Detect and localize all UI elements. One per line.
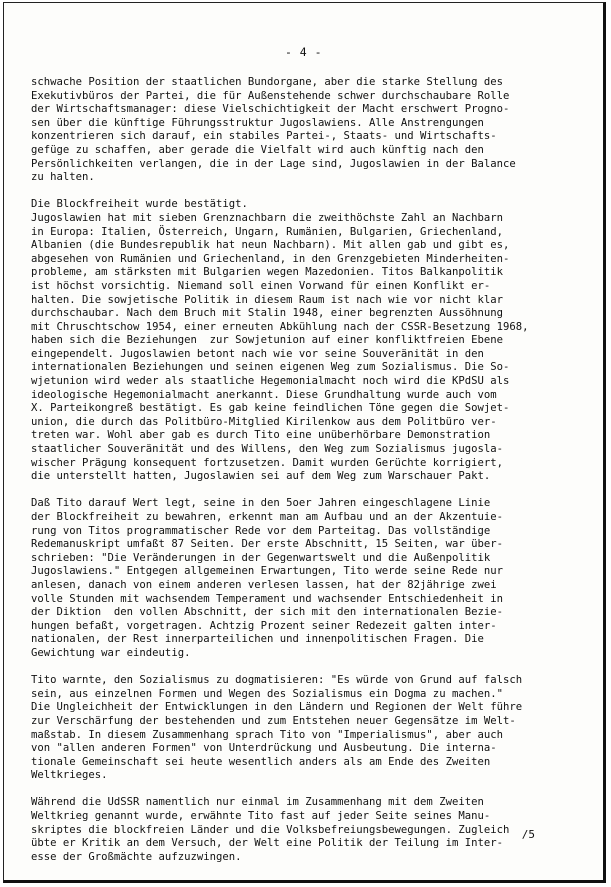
paragraph (31, 497, 591, 660)
text-line: übte er Kritik an dem Versuch, der Welt eine Politik der Teilung im Inter- (31, 837, 503, 850)
text-line: schwache Position der staatlichen Bundorgane, aber die starke Stellung des (31, 76, 503, 88)
text-line: Tito warnte, den Sozialismus zu dogmatisieren: "Es würde von Grund auf falsch (31, 674, 523, 687)
text-line: von "allen anderen Formen" von Unterdrückung und Ausbeutung. Die interna- (31, 742, 497, 755)
text-line: Während die UdSSR namentlich nur einmal im Zusammenhang mit dem Zweiten (31, 796, 484, 809)
text-line: X. Parteikongreß bestätigt. Es gab keine feindlichen Töne gegen die Sowjet- (31, 402, 510, 415)
text-line: probleme, am stärksten mit Bulgarien wegen Mazedonien. Titos Balkanpolitik (31, 266, 503, 279)
text-line: durchschaubar. Nach dem Bruch mit Stalin 1948, einer begrenzten Aussöhnung (31, 307, 503, 320)
paragraph (31, 796, 591, 864)
text-line: treten war. Wohl aber gab es durch Tito eine unüberhörbare Demonstration (31, 429, 491, 442)
text-line: Die Ungleichheit der Entwicklungen in den Ländern und Regionen der Welt führe (31, 701, 523, 714)
text-line: sen über die künftige Führungsstruktur Jugoslawiens. Alle Anstrengungen (31, 116, 484, 129)
text-line: Exekutivbüros der Partei, die für Außenstehende schwer durchschaubare Rolle (31, 89, 510, 102)
text-line: halten. Die sowjetische Politik in diesem Raum ist nach wie vor nicht klar (31, 293, 503, 306)
text-line: Daß Tito darauf Wert legt, seine in den 5oer Jahren eingeschlagene Linie (31, 497, 491, 510)
text-line: rung von Titos programmatischer Rede vor dem Parteitag. Das vollständige (31, 524, 491, 537)
text-line: Persönlichkeiten verlangen, die in der Lage sind, Jugoslawien in der Balance (31, 157, 516, 170)
text-line: volle Stunden mit wachsendem Temperament und wachsender Entschiedenheit in (31, 592, 503, 605)
paragraph (31, 198, 591, 483)
text-line: in Europa: Italien, Österreich, Ungarn, Rumänien, Bulgarien, Griechenland, (31, 225, 503, 238)
text-line: wischer Prägung konsequent fortzusetzen. Damit wurden Gerüchte korrigiert, (31, 456, 503, 469)
text-line: Weltkrieges. (31, 769, 108, 782)
text-line: sein, aus einzelnen Formen und Wegen des Sozialismus ein Dogma zu machen." (31, 687, 503, 700)
text-line: Albanien (die Bundesrepublik hat neun Nachbarn). Mit allen gab und gibt es, (31, 239, 510, 252)
paragraph (31, 76, 591, 185)
text-line: internationalen Beziehungen und seinen eigenen Weg zum Sozialismus. Die So- (31, 361, 510, 374)
text-line: staatlicher Souveränität und des Willens, den Weg zum Sozialismus jugosla- (31, 443, 503, 456)
text-line: schrieben: "Die Veränderungen in der Gegenwartswelt und die Außenpolitik (31, 551, 491, 564)
text-line: wjetunion wird weder als staatliche Hegemonialmacht noch wird die KPdSU als (31, 375, 510, 388)
text-line: Redemanuskript umfaßt 87 Seiten. Der erste Abschnitt, 15 Seiten, war über- (31, 538, 503, 551)
text-line: konzentrieren sich darauf, ein stabiles Partei-, Staats- und Wirtschafts- (31, 130, 497, 143)
text-line: ideologische Hegemonialmacht anerkannt. Diese Grundhaltung wurde auch vom (31, 388, 497, 401)
text-line: der Diktion den vollen Abschnitt, der sich mit den internationalen Bezie- (31, 606, 503, 619)
text-line: abgesehen von Rumänien und Griechenland, in den Grenzgebieten Minderheiten- (31, 252, 510, 265)
page-number: - 4 - (284, 45, 323, 59)
text-line: hungen befaßt, vorgetragen. Achtzig Prozent seiner Redezeit galten inter- (31, 619, 497, 632)
document-body (31, 76, 591, 878)
text-line: esse der Großmächte aufzuzwingen. (31, 850, 242, 863)
text-line: ist höchst vorsichtig. Niemand soll einen Vorwand für einen Konflikt er- (31, 279, 491, 292)
text-line: Jugoslawien hat mit sieben Grenznachbarn die zweithöchste Zahl an Nachbarn (31, 211, 503, 224)
text-line: Weltkrieg genannt wurde, erwähnte Tito fast auf jeder Seite seines Manu- (31, 810, 491, 823)
text-line: skriptes die blockfreien Länder und die Volksbefreiungsbewegungen. Zugleich (31, 823, 510, 836)
text-line: Gewichtung war eindeutig. (31, 646, 191, 659)
text-line: Die Blockfreiheit wurde bestätigt. (31, 198, 248, 211)
text-line: die unterstellt hatten, Jugoslawien sei auf dem Weg zum Warschauer Pakt. (31, 470, 491, 483)
text-line: zur Verschärfung der bestehenden und zum Entstehen neuer Gegensätze im Welt- (31, 714, 516, 727)
document-page (3, 2, 606, 883)
text-line: gefüge zu schaffen, aber gerade die Vielfalt wird auch künftig nach den (31, 143, 484, 156)
text-line: nationalen, der Rest innerparteilichen und innenpolitischen Fragen. Die (31, 633, 484, 646)
text-line: union, die durch das Politbüro-Mitglied Kirilenkow aus dem Politbüro ver- (31, 415, 497, 428)
text-line: anlesen, danach von einem anderen verlesen lassen, hat der 82jährige zwei (31, 578, 497, 591)
text-line: Jugoslawiens." Entgegen allgemeinen Erwartungen, Tito werde seine Rede nur (31, 565, 503, 578)
continuation-marker: /5 (521, 828, 535, 841)
text-line: haben sich die Beziehungen zur Sowjetunion auf einer konfliktfreien Ebene (31, 334, 503, 347)
text-line: mit Chruschtschow 1954, einer erneuten Abkühlung nach der CSSR-Besetzung 1968, (31, 320, 529, 333)
text-line: tionale Gemeinschaft sei heute wesentlich anders als am Ende des Zweiten (31, 755, 491, 768)
paragraph (31, 674, 591, 783)
text-line: der Blockfreiheit zu bewahren, erkennt man am Aufbau und an der Akzentuie- (31, 511, 503, 523)
text-line: maßstab. In diesem Zusammenhang sprach Tito von "Imperialismus", aber auch (31, 728, 503, 741)
text-line: eingependelt. Jugoslawien betont nach wie vor seine Souveränität in den (31, 347, 484, 360)
text-line: der Wirtschaftsmanager: diese Vielschichtigkeit der Macht erschwert Progno- (31, 103, 510, 116)
text-line: zu halten. (31, 171, 95, 184)
